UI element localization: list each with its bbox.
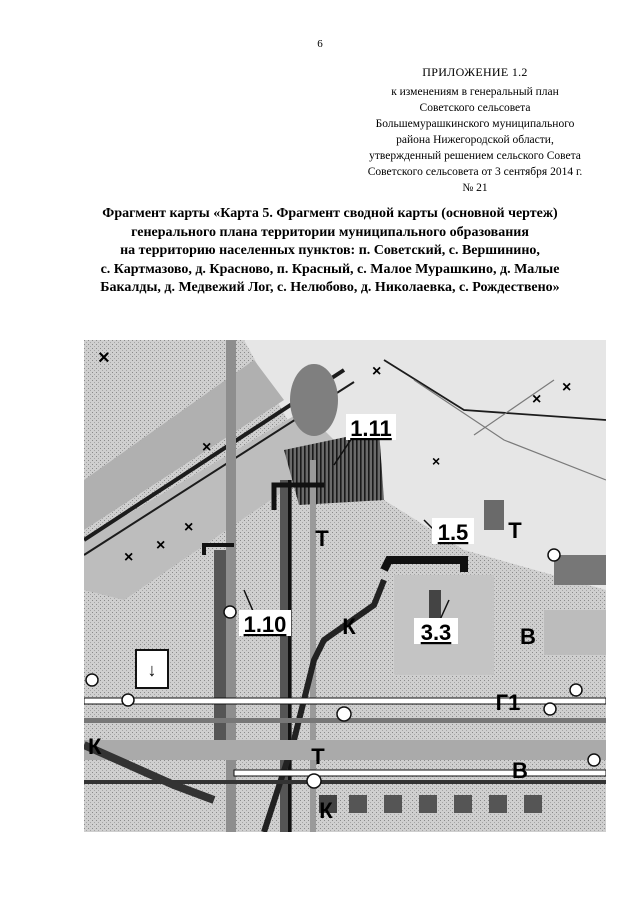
building-block xyxy=(544,610,606,655)
appendix-line: утвержденный решением сельского Совета xyxy=(369,150,581,162)
node-circle xyxy=(224,606,236,618)
zone-label-1-5: 1.5 xyxy=(437,520,469,545)
appendix-line: Большемурашкинского муниципального xyxy=(375,118,575,130)
appendix-line: района Нижегородской области, xyxy=(396,134,554,146)
cross-mark-icon: × xyxy=(202,439,212,456)
building-block xyxy=(454,795,472,813)
appendix-line: № 21 xyxy=(462,182,488,194)
map-drawing xyxy=(84,340,606,832)
cross-mark-icon: × xyxy=(98,347,110,369)
heading-line: Бакалды, д. Медвежий Лог, с. Нелюбово, д. Николаевка, с. Рождествено» xyxy=(100,280,560,295)
heading-line: на территорию населенных пунктов: п. Советский, с. Вершинино, xyxy=(120,243,540,258)
road-horizontal xyxy=(84,698,606,704)
node-circle xyxy=(570,684,582,696)
cross-mark-icon: × xyxy=(532,391,542,408)
network-label-t: Т xyxy=(508,518,522,543)
building-block xyxy=(524,795,542,813)
cross-mark-icon: × xyxy=(156,537,166,554)
network-label-g1: Г1 xyxy=(495,690,521,715)
heading-line: генерального плана территории муниципального образования xyxy=(131,224,529,240)
node-circle xyxy=(86,674,98,686)
building-block xyxy=(489,795,507,813)
network-label-k: К xyxy=(88,734,102,759)
zone-label-3-3: 3.3 xyxy=(420,620,452,645)
heading-line: Фрагмент карты «Карта 5. Фрагмент сводной карты (основной чертеж) xyxy=(102,206,558,221)
cross-mark-icon: × xyxy=(372,363,382,380)
page-number: 6 xyxy=(317,38,323,50)
building-block xyxy=(554,555,606,585)
network-label-b: В xyxy=(520,624,536,649)
network-label-k: К xyxy=(342,614,356,639)
appendix-block xyxy=(350,64,600,196)
node-circle xyxy=(307,774,321,788)
building-block xyxy=(384,795,402,813)
heading-line: с. Картмазово, д. Красново, п. Красный, с. Малое Мурашкино, д. Малые xyxy=(100,261,560,277)
appendix-line: к изменениям в генеральный план xyxy=(391,86,559,98)
node-circle xyxy=(122,694,134,706)
node-circle xyxy=(544,703,556,715)
map-fragment xyxy=(84,340,606,832)
building-block xyxy=(214,550,226,760)
network-label-t: Т xyxy=(315,526,329,551)
zone-label-1-10: 1.10 xyxy=(243,612,287,637)
node-circle xyxy=(548,549,560,561)
cross-mark-icon: × xyxy=(562,379,572,396)
building-block xyxy=(484,500,504,530)
road-vertical xyxy=(288,480,291,832)
zone-label-1-11: 1.11 xyxy=(350,416,392,441)
building-block xyxy=(429,590,441,620)
building-block xyxy=(349,795,367,813)
appendix-title: ПРИЛОЖЕНИЕ 1.2 xyxy=(422,65,528,79)
document-heading xyxy=(60,205,600,298)
network-label-b: В xyxy=(512,758,528,783)
cross-mark-icon: × xyxy=(124,549,134,566)
appendix-line: Советского сельсовета от 3 сентября 2014 г. xyxy=(367,166,583,178)
north-arrow-icon: ↓ xyxy=(147,660,157,680)
road-horizontal xyxy=(84,740,606,760)
node-circle xyxy=(337,707,351,721)
road-horizontal xyxy=(234,770,606,776)
network-label-k: К xyxy=(319,798,333,823)
network-label-t: Т xyxy=(311,744,325,769)
building-block xyxy=(419,795,437,813)
node-circle xyxy=(588,754,600,766)
pond xyxy=(290,364,338,436)
appendix-line: Советского сельсовета xyxy=(419,102,531,114)
cross-mark-icon: × xyxy=(432,453,441,469)
cross-mark-icon: × xyxy=(184,519,194,536)
